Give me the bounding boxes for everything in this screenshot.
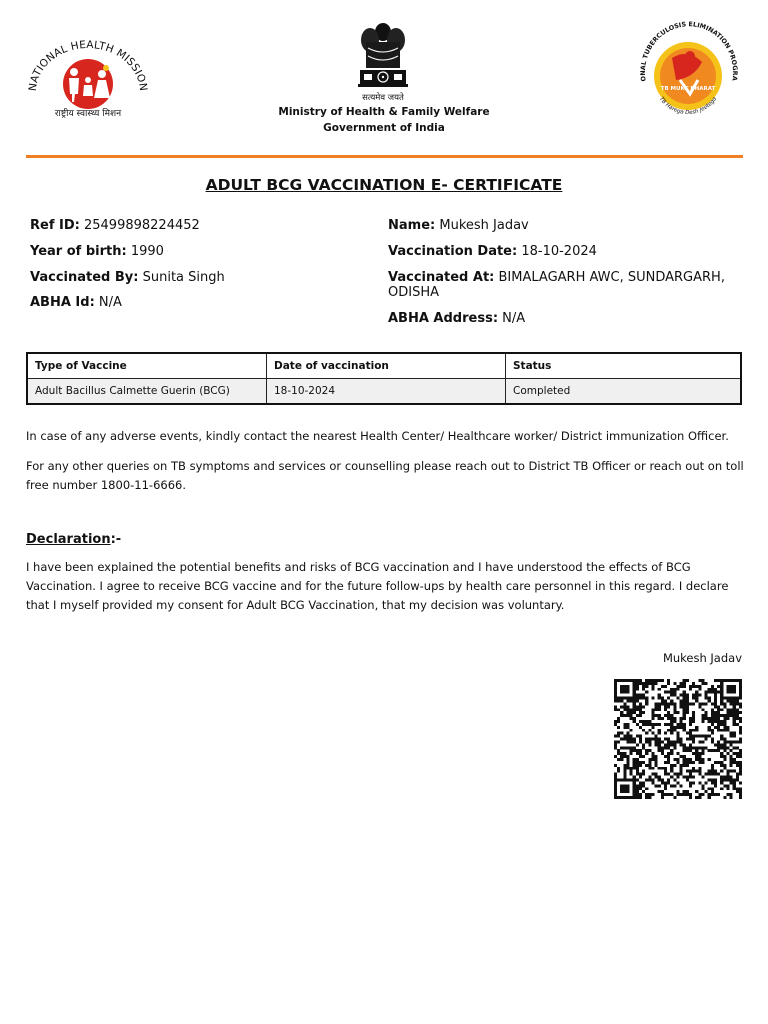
abha-id-value: N/A bbox=[98, 295, 122, 310]
ministry-name: Ministry of Health & Family Welfare bbox=[278, 106, 490, 118]
table-header-row bbox=[27, 353, 741, 379]
government-name: Government of India bbox=[323, 122, 445, 134]
name-label: Name: bbox=[388, 218, 436, 233]
vaccinated-by-value: Sunita Singh bbox=[142, 270, 225, 285]
vaccinated-by-label: Vaccinated By: bbox=[30, 270, 139, 285]
ref-id-label: Ref ID: bbox=[30, 218, 80, 233]
vaccine-table bbox=[26, 352, 742, 405]
certificate-title: ADULT BCG VACCINATION E- CERTIFICATE bbox=[205, 176, 563, 194]
cell-status: Completed bbox=[506, 379, 742, 405]
adverse-events-note: In case of any adverse events, kindly contact the nearest Health Center/ Healthcare worker/ District immunization Officer. bbox=[26, 429, 729, 443]
ref-id-row bbox=[30, 218, 200, 233]
signer-name: Mukesh Jadav bbox=[662, 651, 742, 665]
abha-address-row bbox=[388, 311, 748, 326]
qr-code-icon bbox=[614, 679, 742, 799]
yob-label: Year of birth: bbox=[30, 244, 127, 259]
cell-vaccination-date: 18-10-2024 bbox=[267, 379, 506, 405]
vaccination-date-label: Vaccination Date: bbox=[388, 244, 518, 259]
name-row bbox=[388, 218, 748, 233]
vaccinated-by-row bbox=[30, 270, 225, 285]
col-header-vaccination-date: Date of vaccination bbox=[267, 353, 506, 379]
vaccination-date-value: 18-10-2024 bbox=[521, 244, 597, 259]
col-header-status: Status bbox=[506, 353, 742, 379]
name-value: Mukesh Jadav bbox=[439, 218, 529, 233]
ntep-logo bbox=[632, 18, 744, 130]
declaration-heading bbox=[26, 532, 121, 547]
abha-id-row bbox=[30, 295, 122, 310]
declaration-heading-text: Declaration bbox=[26, 532, 111, 547]
ntep-bottom-text: TB Harega Desh Jeetega bbox=[657, 96, 719, 117]
yob-value: 1990 bbox=[130, 244, 164, 259]
vaccinated-at-label: Vaccinated At: bbox=[388, 270, 495, 285]
abha-address-label: ABHA Address: bbox=[388, 311, 499, 326]
table-row bbox=[27, 379, 741, 405]
cell-vaccine-type: Adult Bacillus Calmette Guerin (BCG) bbox=[27, 379, 267, 405]
abha-address-value: N/A bbox=[502, 311, 526, 326]
ntep-center-text: TB MUKT BHARAT bbox=[660, 86, 716, 92]
ntep-arc-text: ONAL TUBERCULOSIS ELIMINATION PROGRA bbox=[638, 20, 740, 82]
header-divider bbox=[26, 155, 743, 158]
vaccination-date-row bbox=[388, 244, 748, 259]
nhm-hindi-text: राष्ट्रीय स्वास्थ्य मिशन bbox=[54, 109, 122, 119]
declaration-heading-suffix: :- bbox=[110, 532, 122, 547]
queries-note: For any other queries on TB symptoms and services or counselling please reach out to District TB Officer or reach out on toll free number 1800-11-6666. bbox=[26, 459, 744, 492]
vaccinated-at-value: BIMALAGARH AWC, SUNDARGARH, ODISHA bbox=[388, 270, 725, 300]
year-of-birth-row bbox=[30, 244, 164, 259]
national-emblem bbox=[354, 18, 412, 106]
ref-id-value: 25499898224452 bbox=[83, 218, 200, 233]
vaccinated-at-row bbox=[388, 270, 748, 300]
col-header-vaccine-type: Type of Vaccine bbox=[27, 353, 267, 379]
abha-id-label: ABHA Id: bbox=[30, 295, 95, 310]
emblem-motto: सत्यमेव जयते bbox=[362, 93, 404, 103]
declaration-text: I have been explained the potential benefits and risks of BCG vaccination and I have understood the effects of BCG Vaccination. I agree to receive BCG vaccine and for the future follow-ups by health care personnel in this regard. I declare that I myself provided my consent for Adult BCG Vaccination, that my decision was voluntary. bbox=[26, 560, 729, 612]
nhm-arc-text: NATIONAL HEALTH MISSION bbox=[26, 38, 150, 92]
